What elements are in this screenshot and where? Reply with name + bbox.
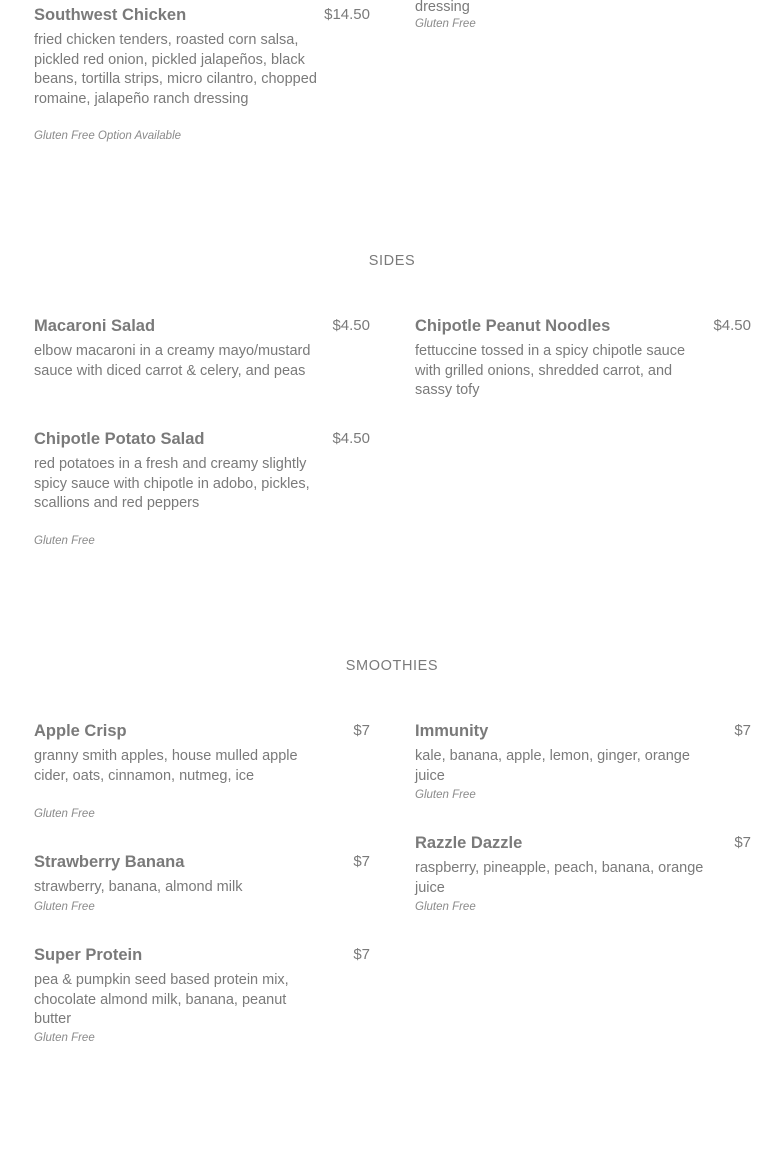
item-price: $7 xyxy=(734,834,751,851)
item-name: Macaroni Salad xyxy=(34,317,156,335)
item-name: Chipotle Potato Salad xyxy=(34,430,205,448)
item-name: Razzle Dazzle xyxy=(415,834,523,852)
item-price: $7 xyxy=(353,722,370,739)
dietary-note: Gluten Free Option Available xyxy=(34,130,182,142)
dietary-note: Gluten Free xyxy=(34,1032,95,1044)
item-price: $14.50 xyxy=(324,6,370,23)
item-price: $4.50 xyxy=(332,430,370,447)
item-price: $7 xyxy=(734,722,751,739)
item-description: fried chicken tenders, roasted corn salsa, pickled red onion, pickled jalapeños, black beans, tortilla strips, micro cilantro, chopped romaine, jalapeño ranch dressing xyxy=(34,32,317,107)
item-name: Super Protein xyxy=(34,946,143,964)
item-description: strawberry, banana, almond milk xyxy=(34,879,243,895)
item-name: Apple Crisp xyxy=(34,722,127,740)
section-title-sides: SIDES xyxy=(368,253,416,269)
item-description: pea & pumpkin seed based protein mix, chocolate almond milk, banana, peanut butter xyxy=(34,972,289,1027)
item-price: $4.50 xyxy=(332,317,370,334)
dietary-note: Gluten Free xyxy=(415,18,476,30)
dietary-note: Gluten Free xyxy=(34,808,95,820)
item-name: Chipotle Peanut Noodles xyxy=(415,317,611,335)
item-name: Southwest Chicken xyxy=(34,6,187,24)
item-name: Immunity xyxy=(415,722,489,740)
item-description: fettuccine tossed in a spicy chipotle sauce with grilled onions, shredded carrot, and sassy tofy xyxy=(415,343,686,398)
item-price: $4.50 xyxy=(713,317,751,334)
item-description: elbow macaroni in a creamy mayo/mustard sauce with diced carrot & celery, and peas xyxy=(34,343,311,379)
item-description: kale, banana, apple, lemon, ginger, orange juice xyxy=(415,748,690,784)
section-title-smoothies: SMOOTHIES xyxy=(345,658,439,674)
item-description: red potatoes in a fresh and creamy slightly spicy sauce with chipotle in adobo, pickles, scallions and red peppers xyxy=(34,456,310,511)
dietary-note: Gluten Free xyxy=(34,901,95,913)
item-description: raspberry, pineapple, peach, banana, orange juice xyxy=(415,860,704,896)
dietary-note: Gluten Free xyxy=(415,789,476,801)
item-price: $7 xyxy=(353,946,370,963)
dietary-note: Gluten Free xyxy=(415,901,476,913)
item-price: $7 xyxy=(353,853,370,870)
dietary-note: Gluten Free xyxy=(34,535,95,547)
item-description: granny smith apples, house mulled apple cider, oats, cinnamon, nutmeg, ice xyxy=(34,748,298,784)
item-name: Strawberry Banana xyxy=(34,853,185,871)
item-description-tail: dressing xyxy=(415,0,470,15)
